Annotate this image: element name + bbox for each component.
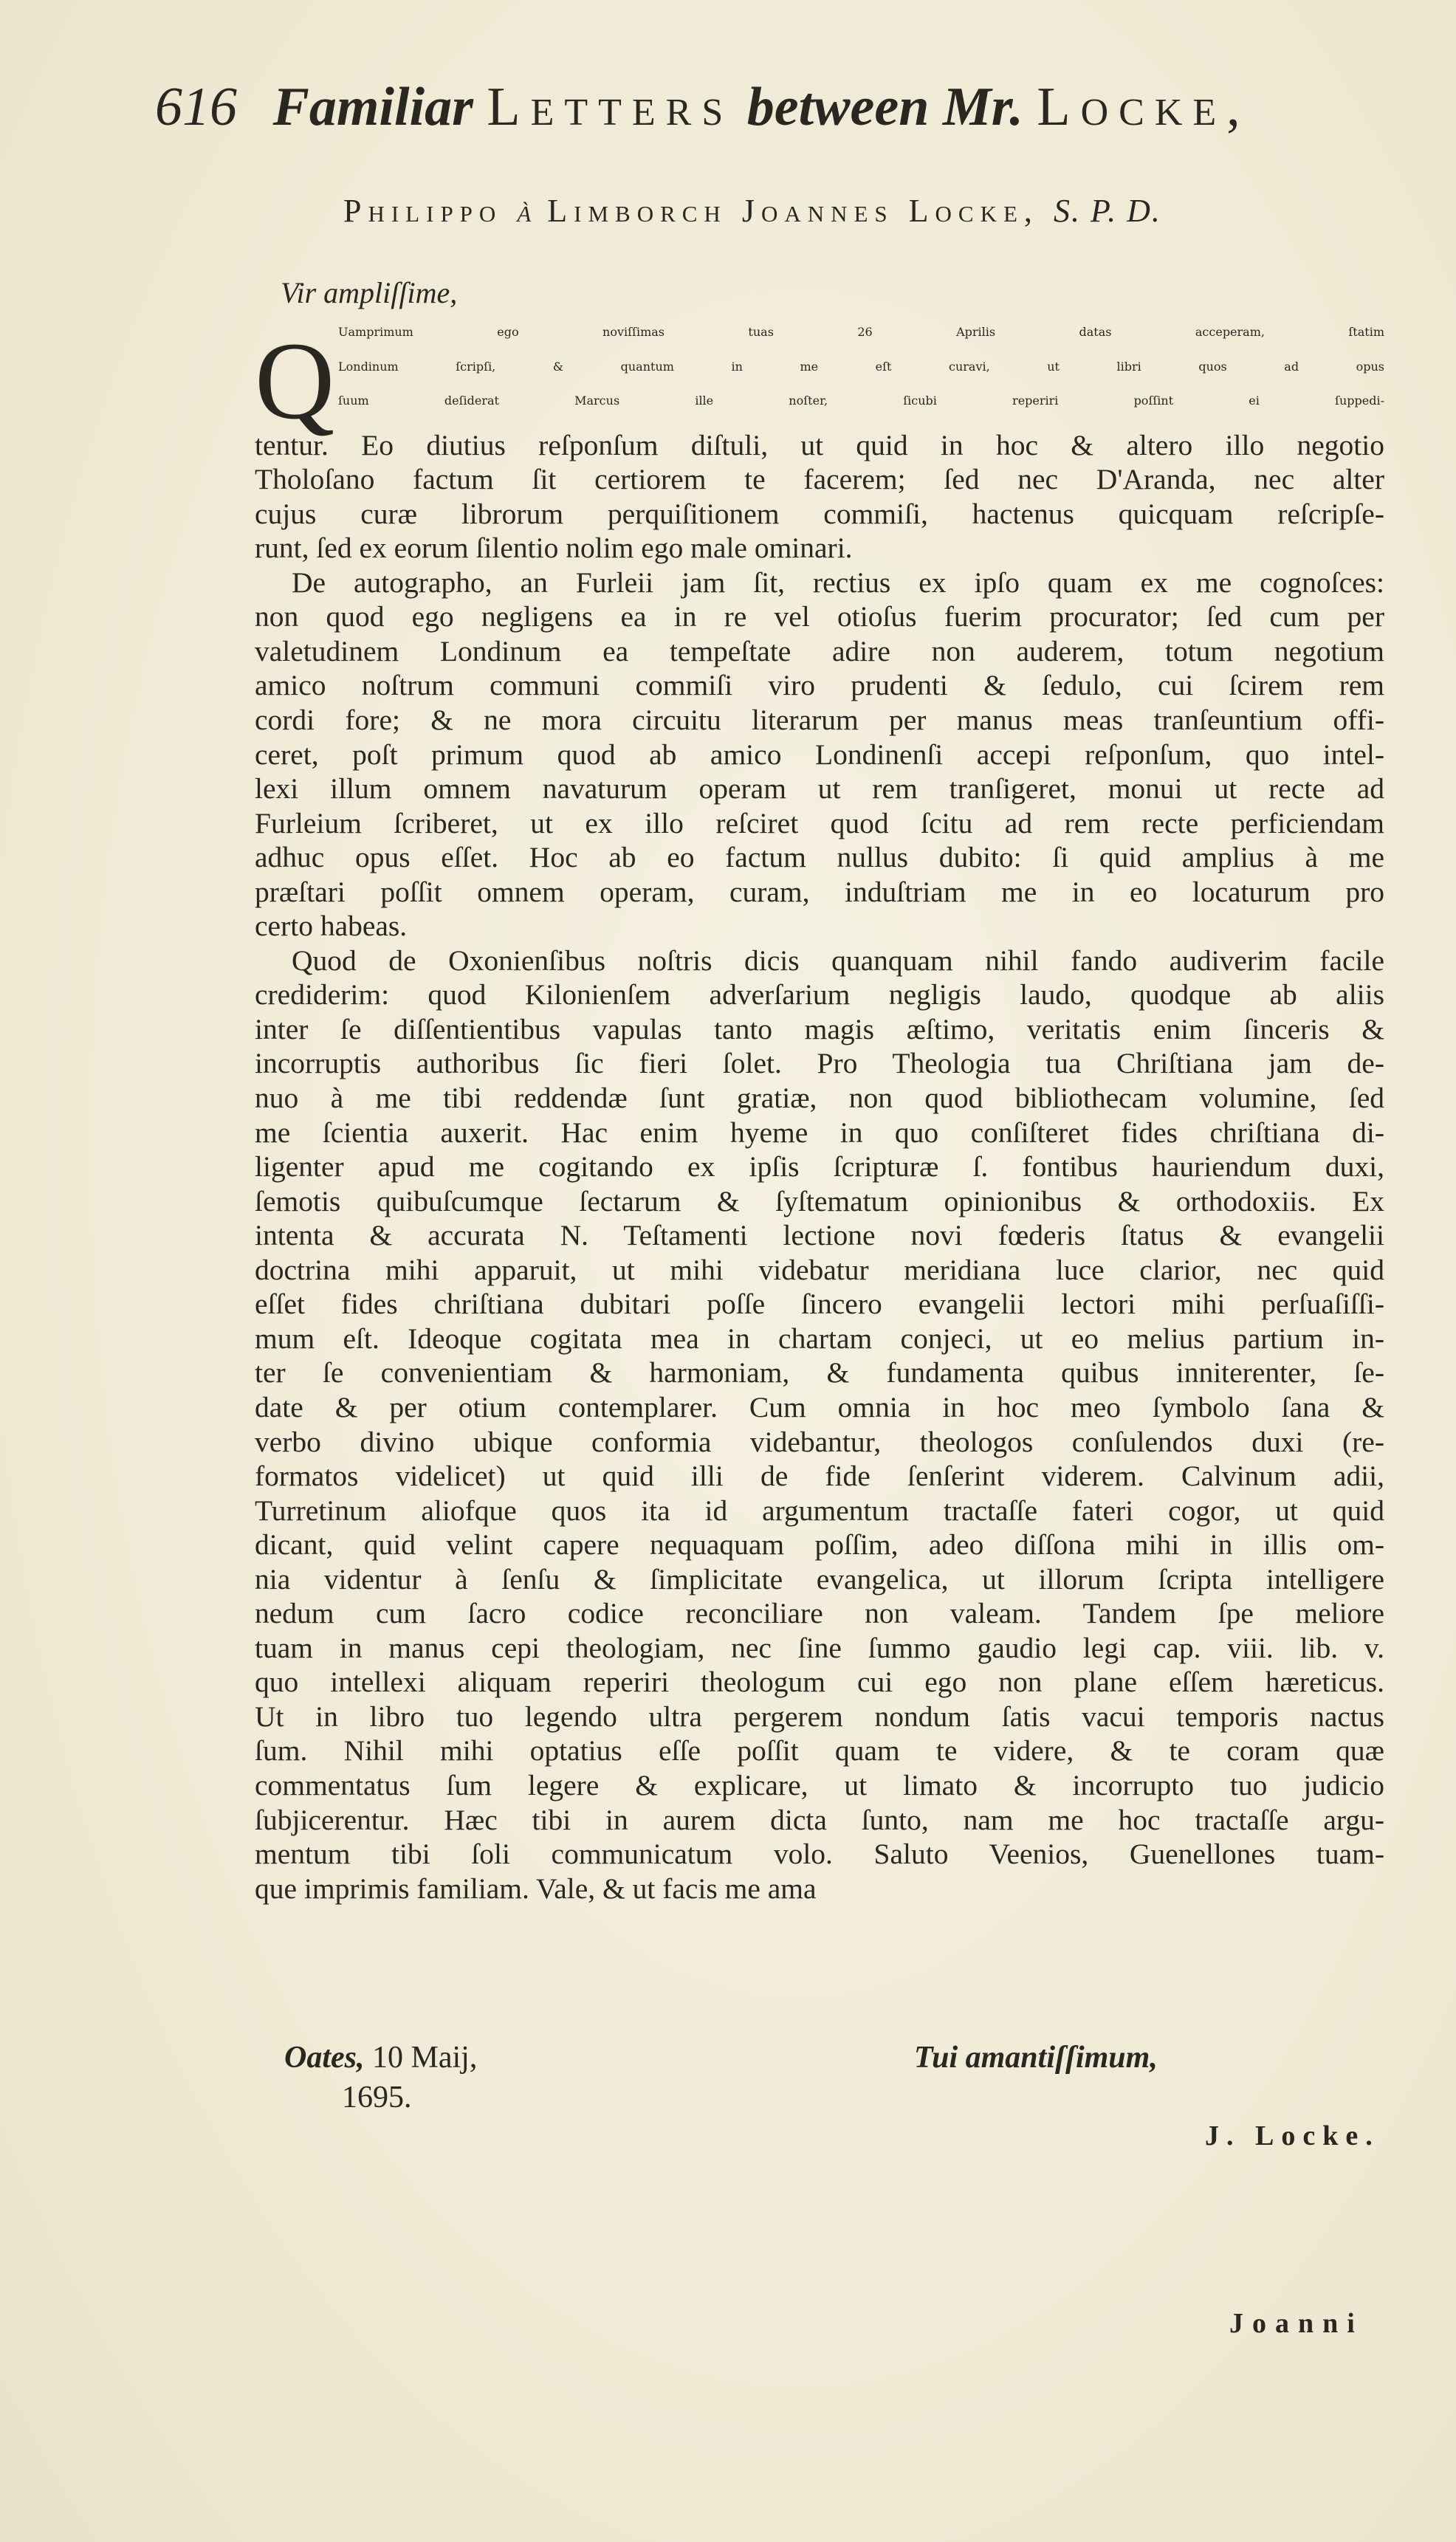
text-line: verbo divino ubique conformia videbantur, theologos conſulendos duxi (re- (255, 1425, 1384, 1458)
catchword: Joanni (1229, 2308, 1364, 2339)
text-line: ſum. Nihil mihi optatius eſſe poſſit quam te videre, & te coram quæ (255, 1734, 1384, 1768)
running-head (155, 74, 1366, 140)
running-head-between: between (746, 77, 930, 137)
running-head-familiar: Familiar (272, 77, 473, 137)
text-line: nuo à me tibi reddendæ ſunt gratiæ, non quod bibliothecam volumine, ſed (255, 1082, 1384, 1115)
drop-cap-letter: Q (255, 320, 335, 442)
letter-address: Vir ampliſſime, (281, 276, 458, 309)
running-head-mr: Mr. (942, 77, 1023, 137)
signature: J. Locke. (1205, 2120, 1380, 2151)
text-line: formatos videlicet) ut quid illi de fide ſenſerint viderem. Calvinum adii, (255, 1460, 1384, 1493)
text-line: mentum tibi ſoli communicatum volo. Saluto Veenios, Guenellones tuam- (255, 1838, 1384, 1871)
text-line: ceret, poſt primum quod ab amico Londinenſi accepi reſponſum, quo intel- (255, 738, 1384, 771)
heading-names: Limborch Joannes Locke, (547, 193, 1039, 229)
text-line: commentatus ſum legere & explicare, ut limato & incorrupto tuo judicio (255, 1768, 1384, 1801)
closing-place: Oates, (284, 2041, 365, 2075)
text-line: incorruptis authoribus ſic fieri ſolet. Pro Theologia tua Chriſtiana jam de- (255, 1047, 1384, 1080)
text-line: date & per otium contemplarer. Cum omnia in hoc meo ſymbolo ſana & (255, 1390, 1384, 1423)
text-line: Ut in libro tuo legendo ultra pergerem nondum ſatis vacui temporis nactus (255, 1700, 1384, 1733)
closing-place-date (284, 2039, 478, 2115)
text-line: Quod de Oxonienſibus noſtris dicis quanquam nihil fando audiverim facile (292, 944, 1384, 977)
text-line: ter ſe convenientiam & harmoniam, & fundamenta quibus inniterenter, ſe- (255, 1356, 1384, 1389)
text-line: cujus curæ librorum perquiſitionem commiſi, hactenus quicquam reſcripſe- (255, 497, 1384, 530)
text-line: adhuc opus eſſet. Hoc ab eo factum nullus dubito: ſi quid amplius à me (255, 841, 1384, 874)
running-head-locke: Locke, (1037, 77, 1251, 137)
text-line: Londinum ſcripſi, & quantum in me eſt curavi, ut libri quos ad opus (338, 359, 1384, 374)
text-line: Uamprimum ego noviſſimas tuas 26 Aprilis datas acceperam, ſtatim (338, 325, 1384, 339)
drop-cap (255, 320, 351, 442)
text-line: De autographo, an Furleii jam ſit, rectius ex ipſo quam ex me cognoſces: (292, 566, 1384, 599)
text-line: inter ſe diſſentientibus vapulas tanto magis æſtimo, veritatis enim ſinceris & (255, 1012, 1384, 1045)
text-line: amico noſtrum communi commiſi viro prudenti & ſedulo, cui ſcirem rem (255, 669, 1384, 702)
text-line: præſtari poſſit omnem operam, curam, induſtriam me in eo locaturum pro (255, 875, 1384, 908)
text-line: eſſet fides chriſtiana dubitari poſſe ſincero evangelii lectori mihi perſuaſiſſi- (255, 1288, 1384, 1321)
text-line: mum eſt. Ideoque cogitata mea in chartam conjeci, ut eo melius partium in- (255, 1322, 1384, 1355)
text-line: nia videntur à ſenſu & ſimplicitate evangelica, ut illorum ſcripta intelligere (255, 1562, 1384, 1595)
running-head-letters: Letters (487, 77, 734, 137)
text-line: non quod ego negligens ea in re vel otioſus fuerim procurator; ſed cum per (255, 600, 1384, 633)
text-line: certo habeas. (255, 910, 408, 943)
text-line: intenta & accurata N. Teſtamenti lectione novi fœderis ſtatus & evangelii (255, 1219, 1384, 1252)
letter-body (255, 428, 1384, 1906)
text-line: cordi fore; & ne mora circuitu literarum per manus meas tranſeuntium offi- (255, 704, 1384, 737)
text-line: doctrina mihi apparuit, ut mihi videbatur meridiana luce clarior, nec quid (255, 1253, 1384, 1286)
text-line: tuam in manus cepi theologiam, nec ſine ſummo gaudio legi cap. viii. lib. v. (255, 1631, 1384, 1664)
text-line: lexi illum omnem navaturum operam ut rem tranſigeret, monui ut recte ad (255, 772, 1384, 805)
closing-day-month: 10 Maij, (372, 2041, 478, 2075)
text-line: runt, ſed ex eorum ſilentio nolim ego male ominari. (255, 532, 853, 565)
text-line: ſubjicerentur. Hæc tibi in aurem dicta ſunto, nam me hoc tractaſſe argu- (255, 1803, 1384, 1836)
text-line: tentur. Eo diutius reſponſum diſtuli, ut quid in hoc & altero illo negotio (255, 428, 1384, 461)
closing-year: 1695. (342, 2081, 412, 2115)
opening-lines (338, 325, 1384, 428)
text-line: Tholoſano factum ſit certiorem te facerem; ſed nec D'Aranda, nec alter (255, 463, 1384, 496)
text-line: ſuum deſiderat Marcus ille noſter, ſicubi reperiri poſſint ei ſuppedi- (338, 394, 1384, 408)
text-line: ligenter apud me cogitando ex ipſis ſcripturæ ſ. fontibus hauriendum duxi, (255, 1150, 1384, 1184)
text-line: que imprimis familiam. Vale, & ut facis me ama (255, 1872, 817, 1905)
text-line: valetudinem Londinum ea tempeſtate adire non auderem, totum negotium (255, 634, 1384, 667)
closing-valediction: Tui amantiſſimum, (914, 2041, 1158, 2075)
text-line: nedum cum ſacro codice reconciliare non valeam. Tandem ſpe meliore (255, 1597, 1384, 1630)
text-line: ſemotis quibuſcumque ſectarum & ſyſtematum opinionibus & orthodoxiis. Ex (255, 1184, 1384, 1217)
heading-a: à (517, 193, 533, 229)
text-line: me ſcientia auxerit. Hac enim hyeme in quo conſiſteret fides chriſtiana di- (255, 1116, 1384, 1149)
heading-spd: S. P. D. (1053, 193, 1161, 229)
heading-philippo: Philippo (343, 193, 503, 229)
letter-heading (343, 189, 1377, 233)
text-line: dicant, quid velint capere nequaquam poſſim, adeo diſſona mihi in illis om- (255, 1528, 1384, 1562)
page-number: 616 (155, 77, 237, 137)
text-line: Turretinum aliofque quos ita id argumentum tractaſſe fateri cogor, ut quid (255, 1494, 1384, 1527)
text-line: quo intellexi aliquam reperiri theologum cui ego non plane eſſem hæreticus. (255, 1666, 1384, 1699)
text-line: Furleium ſcriberet, ut ex illo reſciret quod ſcitu ad rem recte perficiendam (255, 806, 1384, 839)
text-line: crediderim: quod Kilonienſem adverſarium negligis laudo, quodque ab aliis (255, 978, 1384, 1011)
